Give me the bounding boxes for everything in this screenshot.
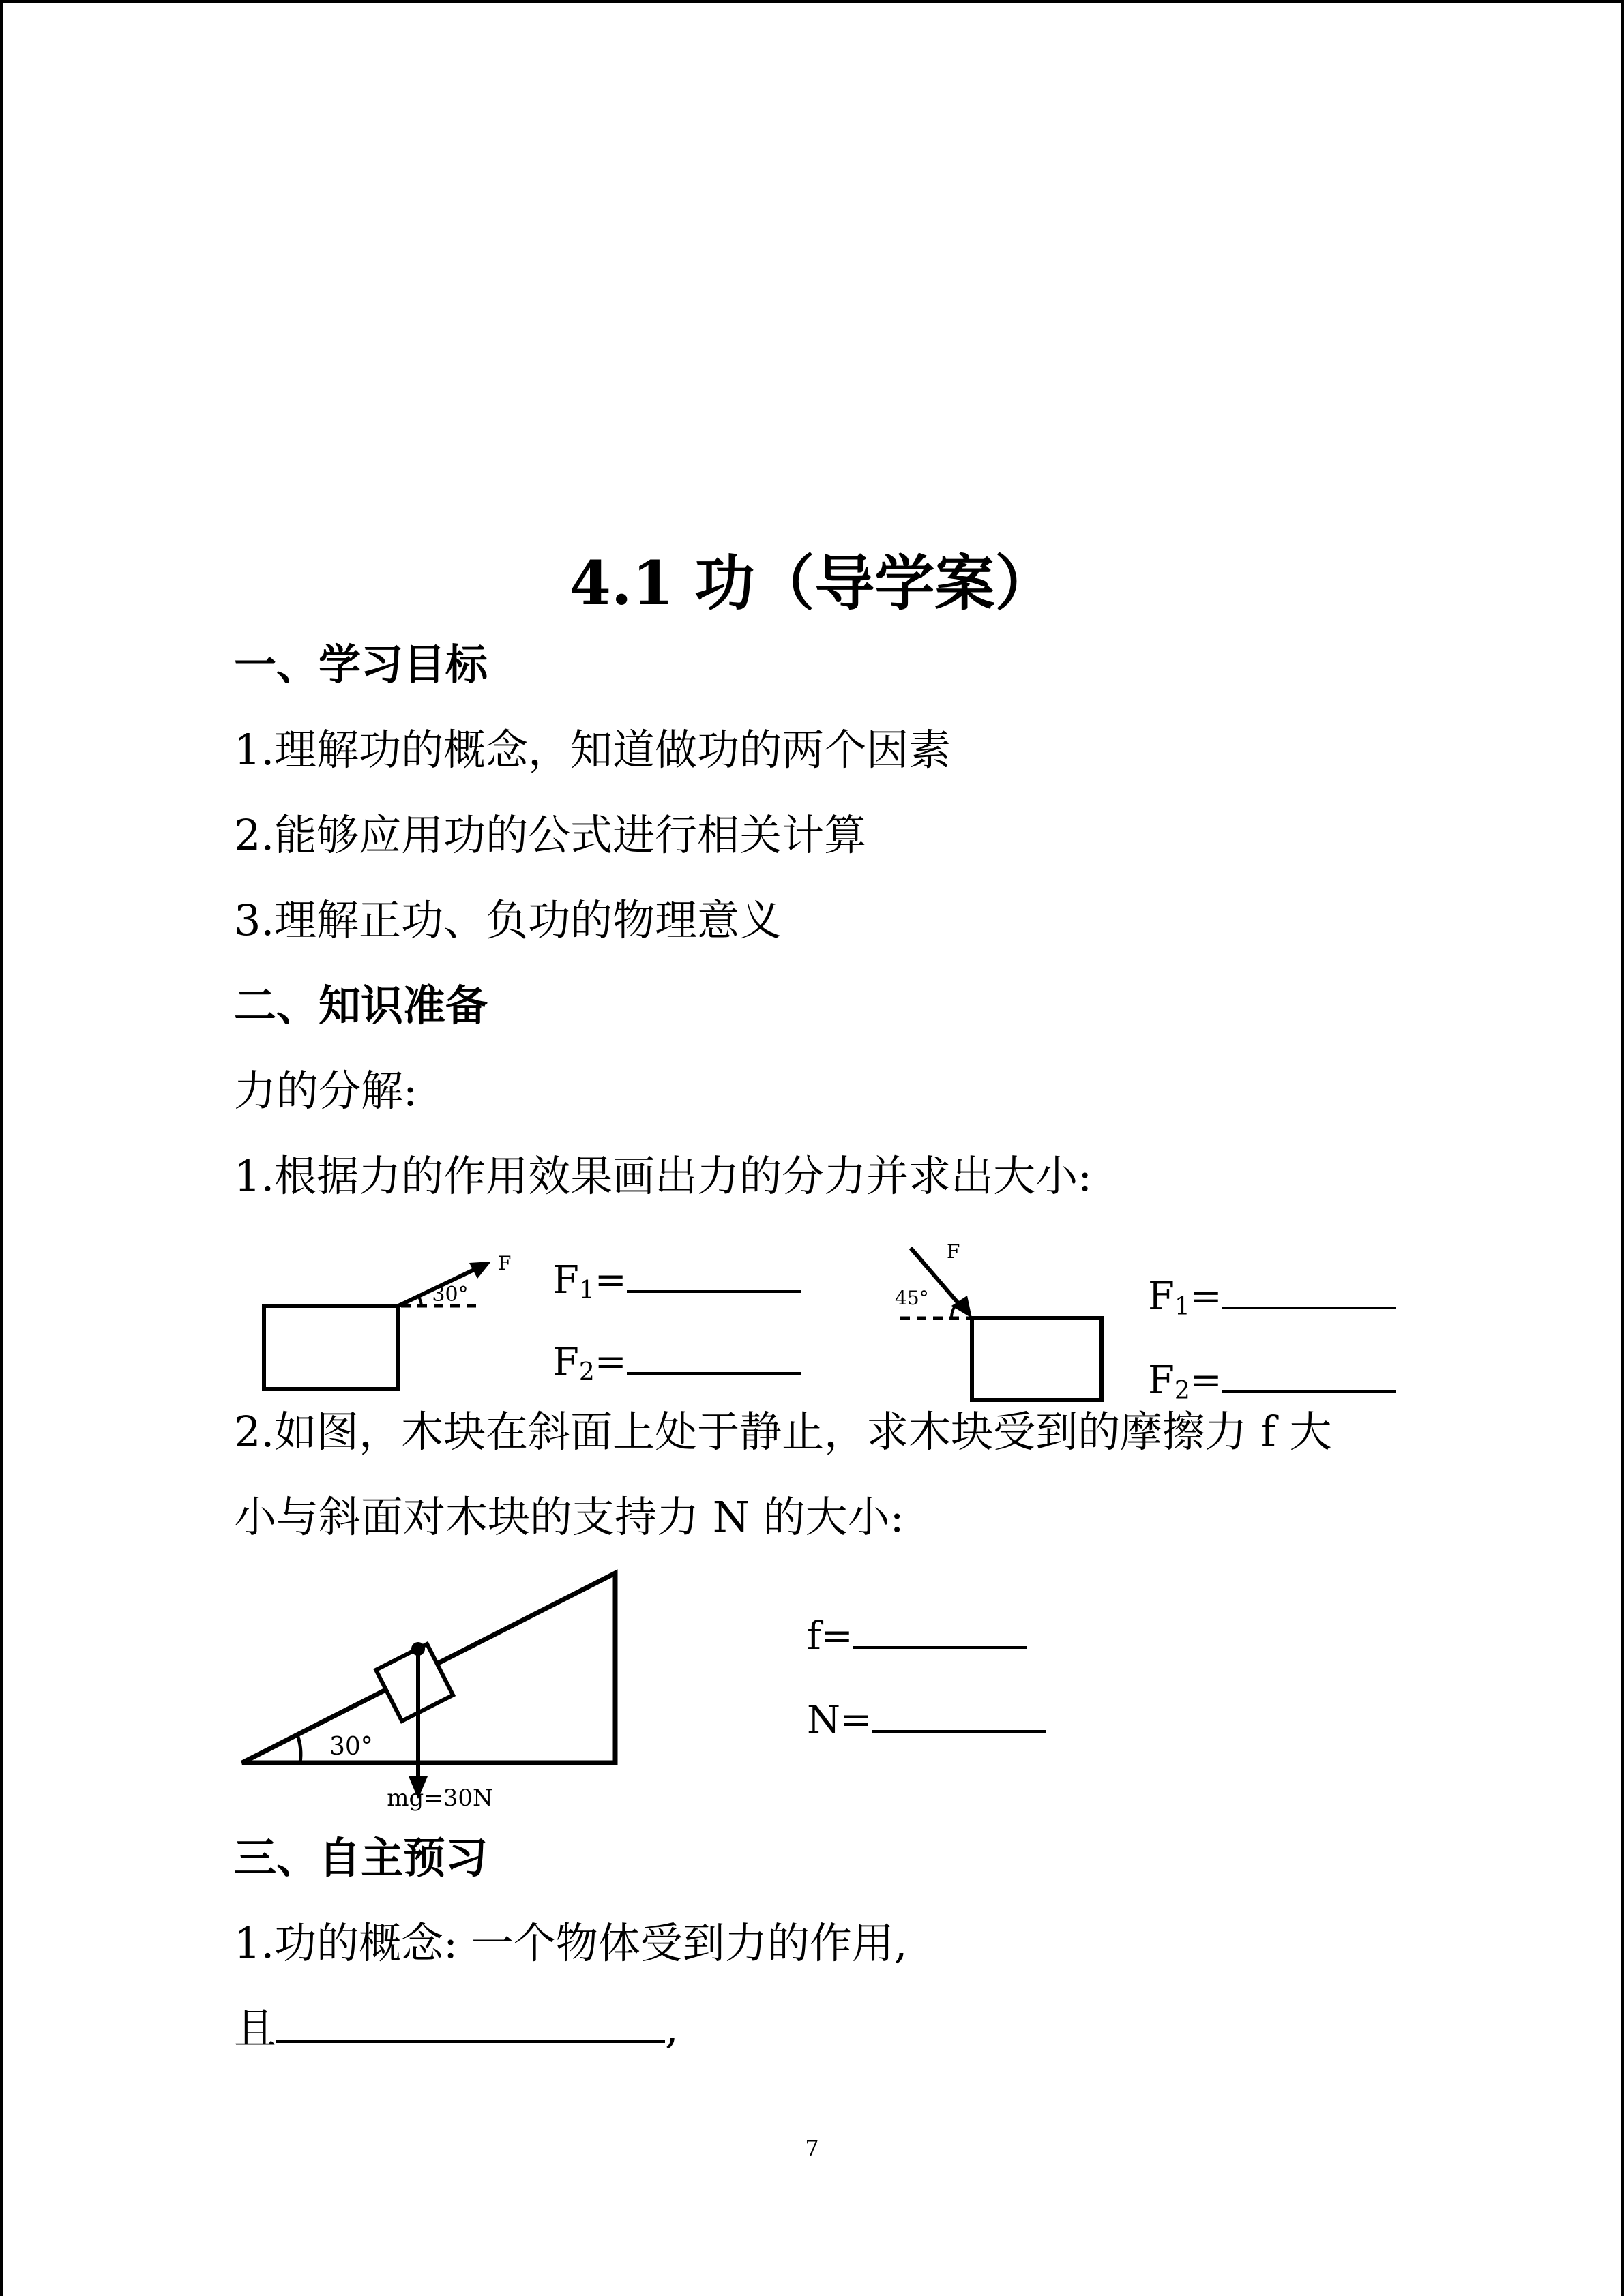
objective-1: 1.理解功的概念，知道做功的两个因素 bbox=[234, 725, 951, 775]
incline-block bbox=[376, 1644, 453, 1721]
weight-label: mg=30N bbox=[387, 1785, 493, 1812]
block-on-incline bbox=[376, 1644, 453, 1721]
angle-label-45: 45° bbox=[895, 1287, 929, 1309]
force-label-f: F bbox=[498, 1252, 512, 1274]
answer-blank-work-condition[interactable] bbox=[276, 2040, 665, 2043]
answer-blank-normal[interactable] bbox=[872, 1730, 1046, 1733]
section-heading-preview: 三、自主预习 bbox=[234, 1833, 488, 1883]
answer-f1-fig1: $F_1=$ bbox=[552, 1253, 801, 1318]
angle-arc bbox=[297, 1735, 301, 1763]
page-border-right bbox=[1621, 0, 1624, 2296]
preview-question-1-continued: 且 , bbox=[234, 2003, 679, 2053]
answer-friction: f= bbox=[807, 1609, 1027, 1664]
incline-angle-label: 30° bbox=[329, 1733, 373, 1761]
answer-f1-fig2: $F_1=$ bbox=[1148, 1270, 1396, 1335]
page-border-top bbox=[0, 0, 1624, 3]
answer-normal: N= bbox=[807, 1693, 1046, 1748]
block-rect bbox=[264, 1306, 398, 1389]
answer-blank-f2-fig1[interactable] bbox=[627, 1372, 801, 1375]
answer-blank-f2-fig2[interactable] bbox=[1222, 1390, 1396, 1393]
objective-3: 3.理解正功、负功的物理意义 bbox=[234, 895, 782, 945]
subtopic-force-decomposition: 力的分解: bbox=[234, 1066, 417, 1116]
question-1-prompt: 1.根据力的作用效果画出力的分力并求出大小: bbox=[234, 1151, 1093, 1201]
page-number: 7 bbox=[805, 2135, 819, 2161]
section-heading-objectives: 一、学习目标 bbox=[234, 640, 488, 689]
answer-blank-friction[interactable] bbox=[853, 1646, 1027, 1649]
force-label-f: F bbox=[947, 1240, 960, 1263]
angle-label-30: 30° bbox=[432, 1283, 469, 1307]
answer-f2-fig1: $F_2=$ bbox=[552, 1335, 801, 1400]
block-rect bbox=[972, 1318, 1102, 1400]
figure-block-force-45 bbox=[887, 1231, 1119, 1412]
section-heading-preparation: 二、知识准备 bbox=[234, 981, 488, 1030]
answer-blank-f1-fig2[interactable] bbox=[1222, 1307, 1396, 1309]
page-border-left bbox=[0, 0, 3, 2296]
answer-f2-fig2: $F_2=$ bbox=[1148, 1354, 1396, 1418]
answer-blank-f1-fig1[interactable] bbox=[627, 1290, 801, 1293]
figure-block-force-30 bbox=[252, 1241, 525, 1398]
question-2-line-2: 小与斜面对木块的支持力 N 的大小: bbox=[234, 1492, 904, 1542]
preview-question-1: 1.功的概念: 一个物体受到力的作用, bbox=[234, 1918, 908, 1968]
figure-inclined-plane bbox=[235, 1565, 624, 1824]
question-2-line-1: 2.如图，木块在斜面上处于静止，求木块受到的摩擦力 f 大 bbox=[234, 1407, 1332, 1457]
objective-2: 2.能够应用功的公式进行相关计算 bbox=[234, 810, 867, 860]
page-title: 4.1 功（导学案） bbox=[569, 548, 1055, 618]
